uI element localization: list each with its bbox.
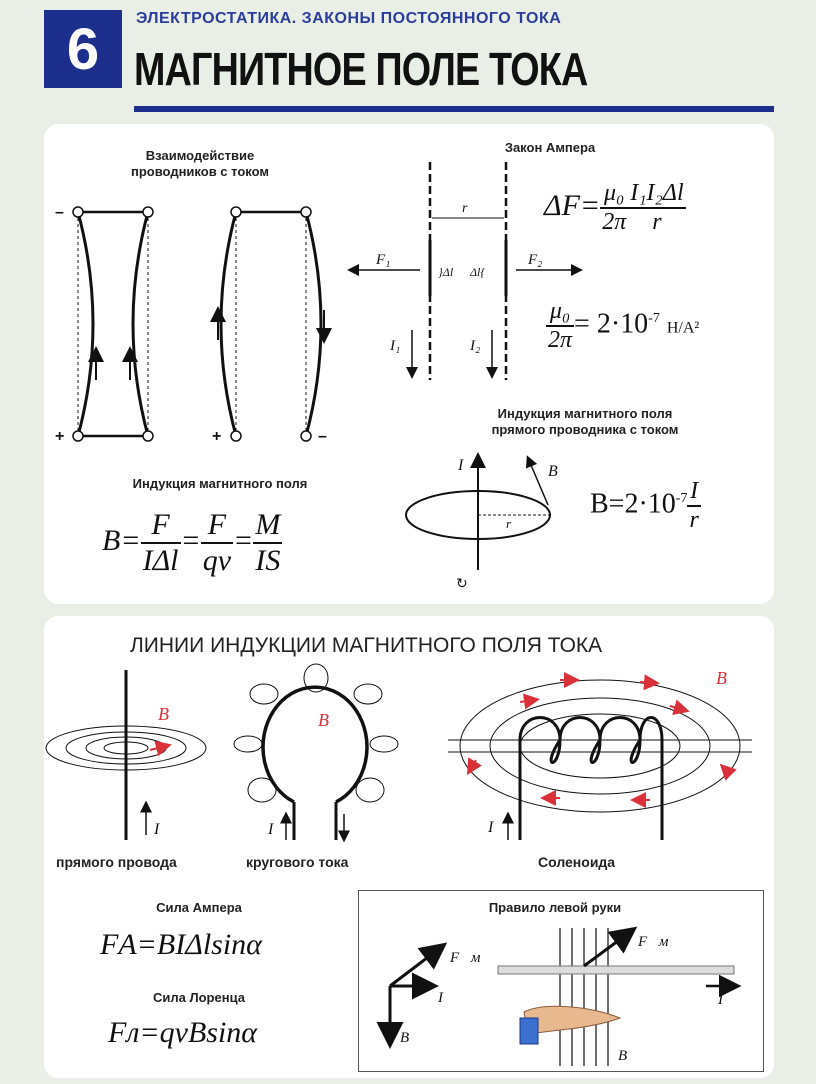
formula-B-definition: B= $\frac{F}{\text{IΔl}}$ = $\frac{F}{qv}$ = $\frac{M}{IS}$	[102, 508, 281, 577]
svg-text:B⃗: B⃗	[158, 704, 183, 724]
lorentz-label: Сила Лоренца	[153, 990, 245, 1005]
svg-text:I: I	[154, 821, 160, 838]
svg-text:I: I	[458, 457, 464, 474]
svg-text:B⃗: B⃗	[548, 463, 571, 480]
r-label: r	[462, 201, 468, 216]
section-subtitle: ЭЛЕКТРОСТАТИКА. ЗАКОНЫ ПОСТОЯННОГО ТОКА	[136, 10, 562, 27]
svg-text:F⃗м: F⃗м	[638, 934, 669, 950]
svg-text:B⃗: B⃗	[318, 710, 343, 730]
svg-text:B⃗: B⃗	[400, 1030, 421, 1046]
interaction-label: Взаимодействие проводников с током	[131, 148, 269, 179]
svg-text:+: +	[212, 428, 222, 445]
ampere-force-label: Сила Ампера	[156, 900, 242, 915]
svg-text:I: I	[438, 990, 443, 1006]
circular-caption: кругового тока	[246, 854, 349, 870]
svg-text:B⃗: B⃗	[716, 668, 741, 688]
solenoid-caption: Соленоида	[538, 854, 616, 870]
straight-induction-label: Индукция магнитного поля прямого проводника с током	[491, 406, 679, 437]
svg-text:I₁: I₁	[390, 338, 401, 354]
svg-text:–: –	[55, 204, 64, 221]
svg-text:Δl{: Δl{	[470, 265, 486, 279]
svg-text:–: –	[318, 428, 327, 445]
svg-text:r: r	[506, 516, 512, 531]
formula-B-straight: $B=2\cdot 10^{-7}$ $\frac{I}{r}$	[590, 478, 699, 533]
straight-caption: прямого провода	[56, 854, 177, 870]
ampere-force-formula: FА=BIΔlsinα	[100, 928, 262, 961]
svg-text:I₂: I₂	[470, 338, 481, 354]
svg-text:I: I	[488, 819, 494, 836]
svg-text:I: I	[718, 992, 723, 1008]
formula-mu0: $\frac{\text{μ₀}}{2\pi}$ = $2\cdot 10^{-7}$ Н/А²	[548, 298, 700, 353]
svg-text:↻: ↻	[456, 575, 468, 591]
formula-dF: ΔF= $\frac{\text{μ₀}}{2\pi}$ $\frac{\text{I₁I₂Δl}}{r}$	[544, 180, 684, 235]
induction-label: Индукция магнитного поля	[132, 476, 308, 491]
lines-title: ЛИНИИ ИНДУКЦИИ МАГНИТНОГО ПОЛЯ ТОКА	[130, 634, 603, 657]
page-title: МАГНИТНОЕ ПОЛЕ ТОКА	[134, 43, 588, 95]
section-number: 6	[44, 10, 122, 88]
svg-text:F₂: F₂	[528, 252, 543, 268]
svg-text:F₁: F₁	[376, 252, 391, 268]
svg-text:I: I	[268, 821, 274, 838]
left-hand-label: Правило левой руки	[488, 900, 622, 915]
svg-text:+: +	[55, 428, 65, 445]
svg-text:B⃗: B⃗	[618, 1048, 639, 1064]
lorentz-formula: Fл=qvBsinα	[108, 1016, 258, 1049]
svg-text:F⃗м: F⃗м	[450, 950, 481, 966]
svg-text:}Δl: }Δl	[438, 265, 454, 279]
ampere-law-label: Закон Ампера	[504, 140, 596, 155]
